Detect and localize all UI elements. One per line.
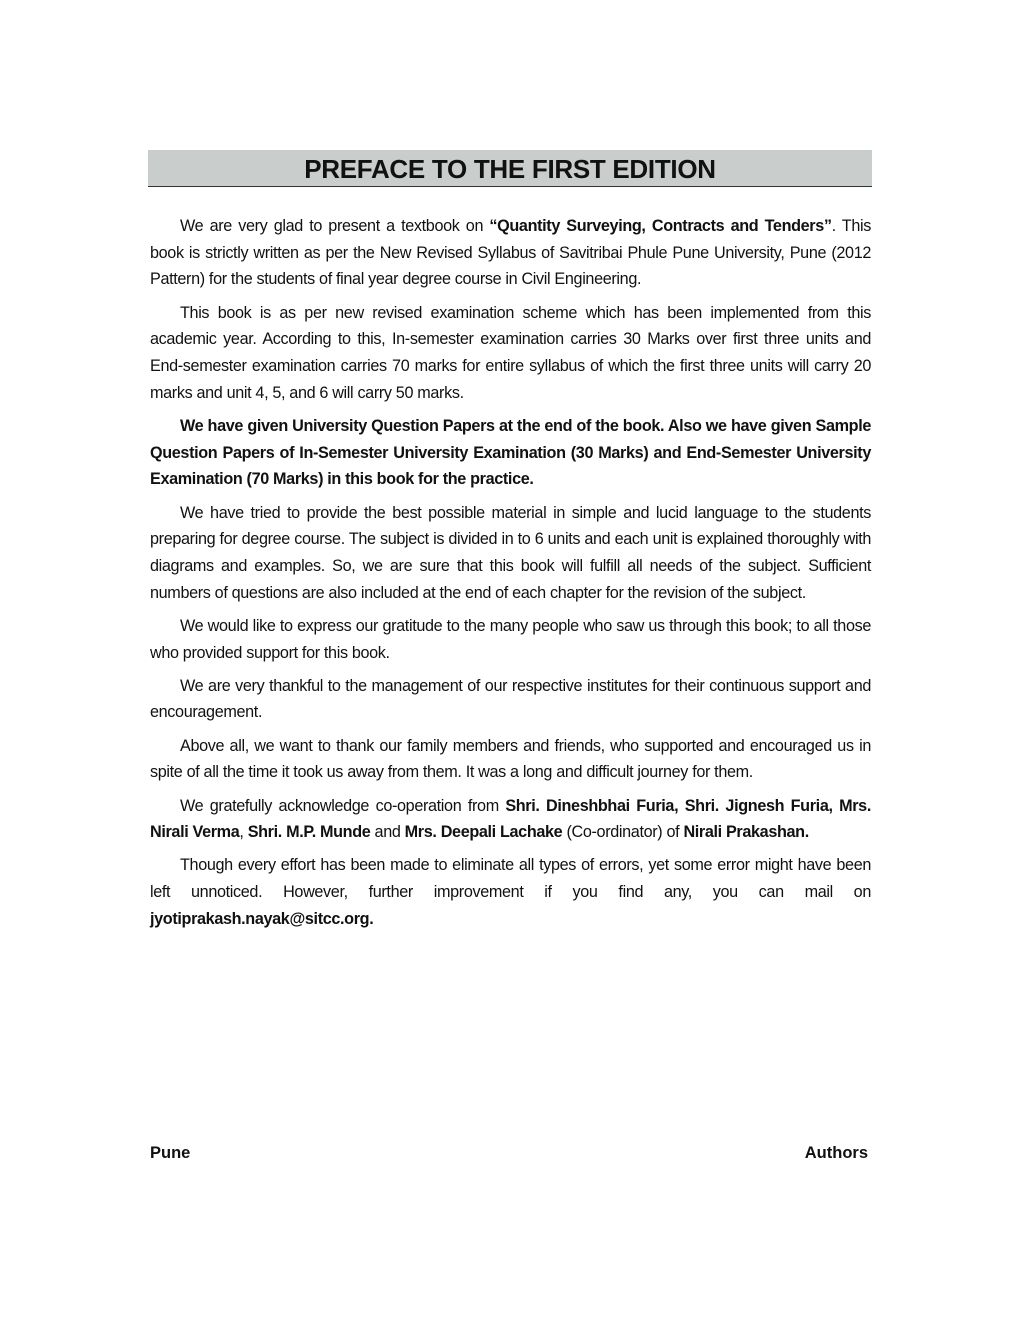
preface-heading-band (148, 150, 872, 187)
paragraph-gratitude: We would like to express our gratitude to the many people who saw us through this book; to all those who provided support for this book. (150, 616, 871, 662)
text: and (370, 823, 405, 842)
text: . This book is strictly written as per the New Revised Syllabus of Savitribai Phule Pune University, Pune (2012 Pattern) for the students of final year degree course in Civil Engineering. (150, 217, 871, 289)
paragraph-acknowledgement (150, 793, 871, 846)
text: We have given University Question Papers at the end of the book. Also we have given Sample Question Papers of In-Semester University Examination (30 Marks) and End-Semester University Examination (70 Marks) in this book for the practice. (150, 416, 871, 489)
book-title: “Quantity Surveying, Contracts and Tenders” (489, 217, 832, 235)
footer-signature: Authors (804, 1144, 868, 1162)
text: We gratefully acknowledge co-operation from (180, 796, 506, 815)
names: Mrs. Deepali Lachake (404, 823, 563, 842)
paragraph-errors (150, 852, 871, 932)
email: jyotiprakash.nayak@sitcc.org. (150, 909, 374, 928)
names: Shri. Dineshbhai Furia, Shri. Jignesh Furia, Mrs. Nirali Verma (150, 796, 871, 842)
footer-place: Pune (150, 1144, 191, 1162)
publisher: Nirali Prakashan. (683, 823, 809, 842)
names: Shri. M.P. Munde (247, 823, 371, 842)
paragraph-material: We have tried to provide the best possible material in simple and lucid language to the students preparing for degree course. The subject is divided in to 6 units and each unit is explained thoroughly with diagrams and examples. So, we are sure that this book will fulfill all needs of the subject. Sufficient numbers of questions are also included at the end of each chapter for the revision of the subject. (150, 503, 871, 602)
text: (Co-ordinator) of (562, 823, 684, 842)
preface-body (150, 213, 871, 939)
paragraph-exam-scheme: This book is as per new revised examination scheme which has been implemented from this academic year. According to this, In-semester examination carries 30 Marks over first three units and End-semester examination carries 70 marks for entire syllabus of which the first three units will carry 20 marks and unit 4, 5, and 6 will carry 50 marks. (150, 303, 871, 402)
paragraph-intro (150, 213, 871, 293)
text: We are very glad to present a textbook on (180, 217, 490, 235)
paragraph-institutes: We are very thankful to the management of our respective institutes for their continuous support and encouragement. (150, 676, 871, 722)
paragraph-question-papers (150, 413, 871, 493)
text: , (239, 823, 248, 842)
paragraph-family: Above all, we want to thank our family members and friends, who supported and encouraged us in spite of all the time it took us away from them. It was a long and difficult journey for them. (150, 736, 871, 782)
text: Though every effort has been made to eliminate all types of errors, yet some error might have been left unnoticed. However, further improvement if you find any, you can mail on (150, 856, 871, 902)
page-title: PREFACE TO THE FIRST EDITION (304, 154, 716, 184)
